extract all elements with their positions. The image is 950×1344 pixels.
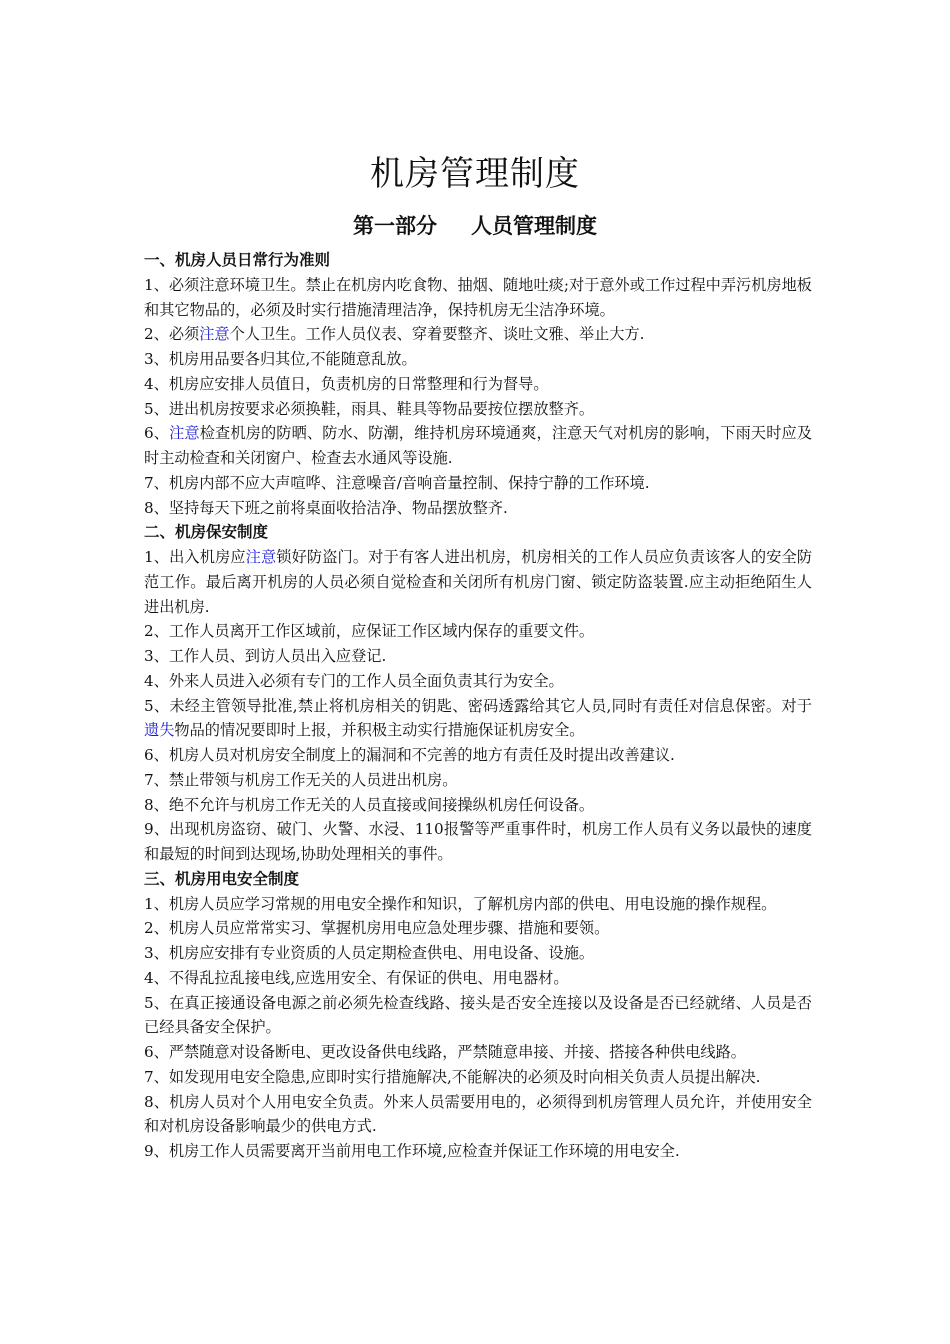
part-heading [0, 210, 950, 240]
highlighted-term: 遗失 [144, 721, 175, 740]
section-heading: 一、机房人员日常行为准则 [144, 250, 331, 269]
paragraph: 5、进出机房按要求必须换鞋，雨具、鞋具等物品要按位摆放整齐。 [144, 399, 595, 418]
section-heading: 二、机房保安制度 [144, 522, 269, 542]
paragraph: 1、机房人员应学习常规的用电安全操作和知识，了解机房内部的供电、用电设施的操作规程。 [144, 894, 777, 913]
paragraph: 2、工作人员离开工作区域前，应保证工作区域内保存的重要文件。 [144, 622, 595, 641]
text-run: 6、 [144, 424, 170, 443]
highlighted-term: 注意 [169, 424, 200, 443]
highlighted-term: 注意 [245, 548, 277, 566]
text-run: 检查机房的防晒、防水、防潮，维持机房环境通爽，注意天气对机房的影响，下雨天时应及时主动检查和关闭窗户、检查去水通风等设施. [144, 424, 813, 467]
document-body [144, 248, 812, 1164]
paragraph: 8、坚持每天下班之前将桌面收拾洁净、物品摆放整齐. [144, 498, 508, 517]
text-run: 锁好防盗门。对于有客人进出机房，机房相关的工作人员应负责该客人的安全防范工作。最后离开机房的人员必须自觉检查和关闭所有机房门窗、锁定防盗装置.应主动拒绝陌生人进出机房. [144, 548, 813, 616]
text-run: 个人卫生。工作人员仪表、穿着要整齐、谈吐文雅、举止大方. [229, 325, 645, 344]
paragraph: 4、机房应安排人员值日，负责机房的日常整理和行为督导。 [144, 374, 549, 393]
paragraph: 5、在真正接通设备电源之前必须先检查线路、接头是否安全连接以及设备是否已经就绪、人员是否已经具备安全保护。 [144, 993, 812, 1037]
paragraph [144, 421, 812, 471]
part-title: 人员管理制度 [471, 213, 597, 238]
paragraph: 6、机房人员对机房安全制度上的漏洞和不完善的地方有责任及时提出改善建议. [144, 746, 675, 764]
paragraph: 7、如发现用电安全隐患,应即时实行措施解决,不能解决的必须及时向相关负责人员提出解决. [144, 1067, 761, 1086]
paragraph [144, 694, 812, 744]
paragraph: 8、绝不允许与机房工作无关的人员直接或间接操纵机房任何设备。 [144, 795, 595, 814]
text-run: 1、出入机房应 [144, 548, 246, 566]
document-title: 机房管理制度 [370, 154, 580, 194]
paragraph: 7、机房内部不应大声喧哗、注意噪音/音响音量控制、保持宁静的工作环境. [144, 473, 650, 492]
part-number: 第一部分 [353, 213, 437, 238]
text-run: 物品的情况要即时上报，并积极主动实行措施保证机房安全。 [174, 721, 585, 740]
paragraph: 2、机房人员应常常实习、掌握机房用电应急处理步骤、措施和要领。 [144, 919, 610, 938]
paragraph: 7、禁止带领与机房工作无关的人员进出机房。 [144, 770, 458, 789]
paragraph: 6、严禁随意对设备断电、更改设备供电线路，严禁随意串接、并接、搭接各种供电线路。 [144, 1043, 746, 1061]
highlighted-term: 注意 [199, 325, 230, 344]
paragraph: 9、机房工作人员需要离开当前用电工作环境,应检查并保证工作环境的用电安全. [144, 1142, 680, 1160]
section-heading: 三、机房用电安全制度 [144, 868, 300, 888]
paragraph [144, 545, 812, 619]
paragraph: 3、机房用品要各归其位,不能随意乱放。 [144, 350, 417, 368]
paragraph: 1、必须注意环境卫生。禁止在机房内吃食物、抽烟、随地吐痰;对于意外或工作过程中弄污机房地板和其它物品的，必须及时实行措施清理洁净，保持机房无尘洁净环境。 [144, 275, 812, 319]
paragraph: 4、外来人员进入必须有专门的工作人员全面负责其行为安全。 [144, 671, 564, 690]
text-run: 2、必须 [144, 325, 200, 344]
paragraph: 8、机房人员对个人用电安全负责。外来人员需要用电的，必须得到机房管理人员允许，并使用安全和对机房设备影响最少的供电方式. [144, 1092, 812, 1136]
paragraph: 3、工作人员、到访人员出入应登记. [144, 647, 387, 665]
paragraph: 3、机房应安排有专业资质的人员定期检查供电、用电设备、设施。 [144, 944, 595, 962]
text-run: 5、未经主管领导批准,禁止将机房相关的钥匙、密码透露给其它人员,同时有责任对信息保密。对于 [144, 696, 812, 715]
paragraph: 4、不得乱拉乱接电线,应选用安全、有保证的供电、用电器材。 [144, 968, 569, 987]
paragraph [144, 322, 812, 347]
paragraph: 9、出现机房盗窃、破门、火警、水浸、110报警等严重事件时，机房工作人员有义务以最快的速度和最短的时间到达现场,协助处理相关的事件。 [144, 820, 812, 863]
